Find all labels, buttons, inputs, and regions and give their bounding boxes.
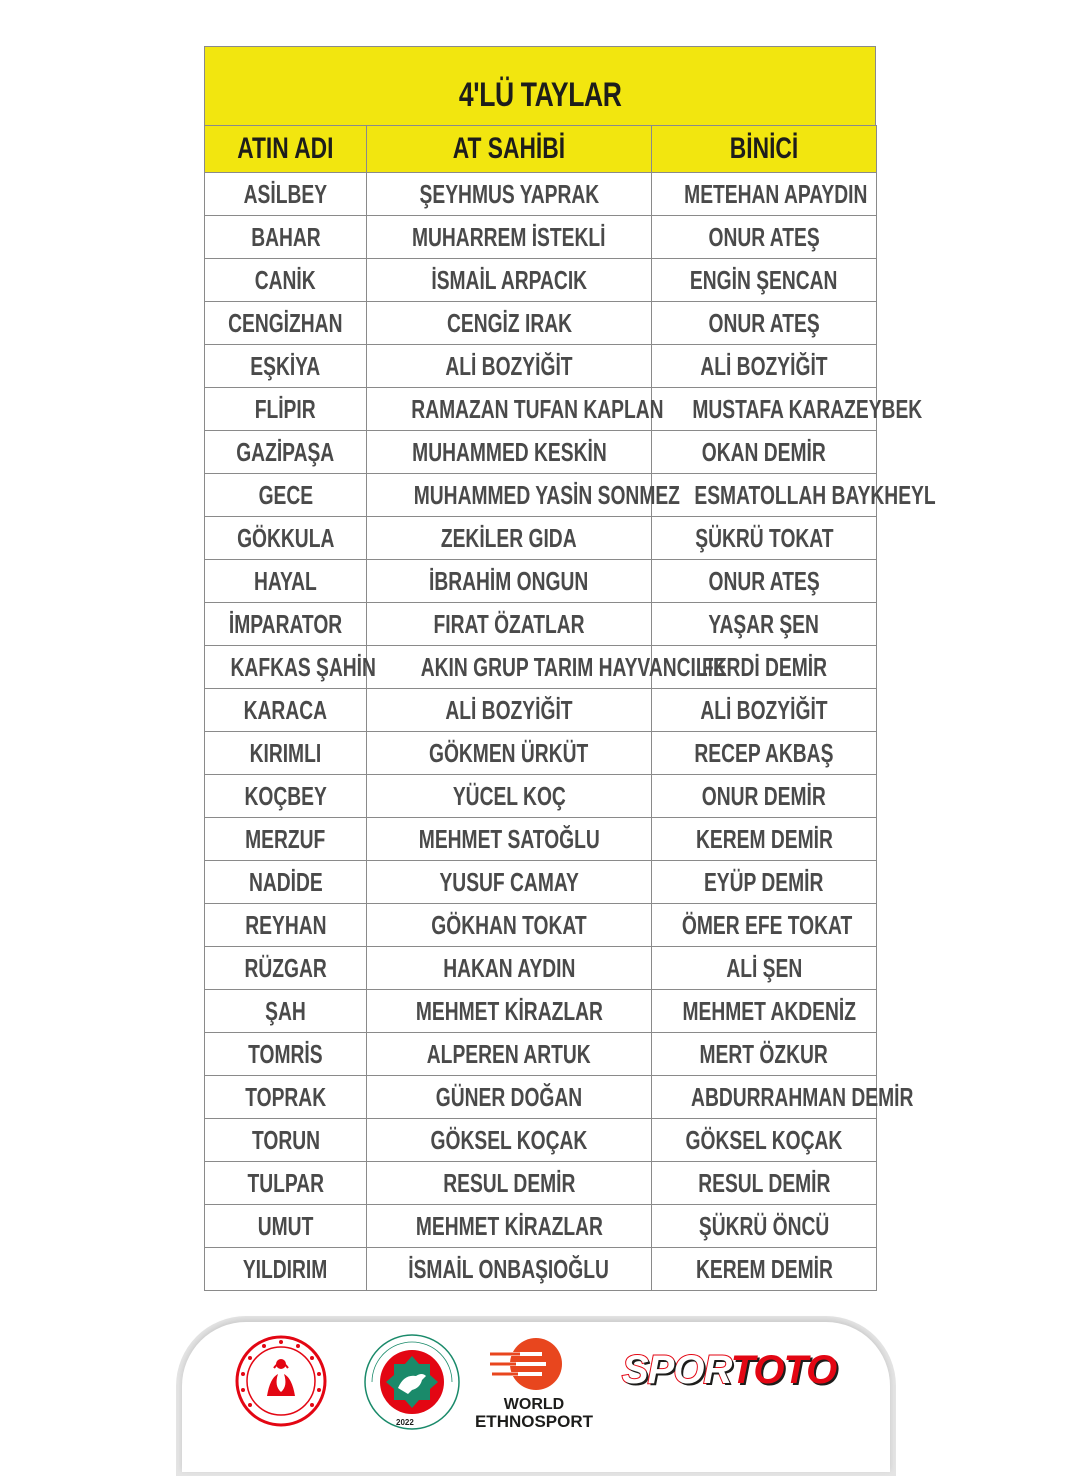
table-row — [205, 1119, 877, 1162]
table-row — [205, 216, 877, 259]
horse-name-cell: CENGİZHAN — [205, 302, 367, 345]
table-row — [205, 990, 877, 1033]
table-row — [205, 818, 877, 861]
horse-name-cell: HAYAL — [205, 560, 367, 603]
rider-cell: ALİ ŞEN — [652, 947, 877, 990]
table-row — [205, 345, 877, 388]
rider-cell: ONUR ATEŞ — [652, 560, 877, 603]
horse-name-cell: GÖKKULA — [205, 517, 367, 560]
owner-cell: ALPEREN ARTUK — [367, 1033, 652, 1076]
table-row — [205, 1248, 877, 1291]
table-row — [205, 689, 877, 732]
table-row — [205, 947, 877, 990]
owner-cell: GÜNER DOĞAN — [367, 1076, 652, 1119]
owner-cell: HAKAN AYDIN — [367, 947, 652, 990]
horse-name-cell: TORUN — [205, 1119, 367, 1162]
rider-cell: ESMATOLLAH BAYKHEYL — [652, 474, 877, 517]
table-row — [205, 646, 877, 689]
world-ethnosport-line2: ETHNOSPORT — [474, 1412, 594, 1431]
rider-cell: OKAN DEMİR — [652, 431, 877, 474]
rider-cell: ALİ BOZYİĞİT — [652, 345, 877, 388]
rider-cell: RESUL DEMİR — [652, 1162, 877, 1205]
rider-cell: METEHAN APAYDIN — [652, 173, 877, 216]
table-row — [205, 1033, 877, 1076]
world-ethnosport-line1: WORLD — [503, 1396, 565, 1413]
rider-cell: MUSTAFA KARAZEYBEK — [652, 388, 877, 431]
table-row — [205, 1076, 877, 1119]
rider-cell: ONUR ATEŞ — [652, 302, 877, 345]
horse-name-cell: REYHAN — [205, 904, 367, 947]
horse-name-cell: ASİLBEY — [205, 173, 367, 216]
owner-cell: MEHMET KİRAZLAR — [367, 1205, 652, 1248]
world-ethnosport-wordmark — [468, 1396, 600, 1430]
owner-cell: ZEKİLER GIDA — [367, 517, 652, 560]
rider-cell: YAŞAR ŞEN — [652, 603, 877, 646]
table-row — [205, 861, 877, 904]
horse-name-cell: KAFKAS ŞAHİN — [205, 646, 367, 689]
rider-cell: RECEP AKBAŞ — [652, 732, 877, 775]
owner-cell: MUHAMMED KESKİN — [367, 431, 652, 474]
horse-name-cell: İMPARATOR — [205, 603, 367, 646]
table-row — [205, 1205, 877, 1248]
horse-name-cell: TOPRAK — [205, 1076, 367, 1119]
horse-name-cell: EŞKİYA — [205, 345, 367, 388]
owner-cell: ŞEYHMUS YAPRAK — [367, 173, 652, 216]
rider-cell: KEREM DEMİR — [652, 818, 877, 861]
owner-cell: İSMAİL ONBAŞIOĞLU — [367, 1248, 652, 1291]
ministry-youth-sports-emblem-icon — [234, 1334, 328, 1428]
table-row — [205, 259, 877, 302]
horse-name-cell: UMUT — [205, 1205, 367, 1248]
column-header-horse-name: ATIN ADI — [205, 126, 367, 173]
owner-cell: GÖKHAN TOKAT — [367, 904, 652, 947]
rider-cell: ONUR ATEŞ — [652, 216, 877, 259]
horse-name-cell: KIRIMLI — [205, 732, 367, 775]
table-row — [205, 603, 877, 646]
sportoto-logo — [622, 1346, 836, 1394]
horse-name-cell: TOMRİS — [205, 1033, 367, 1076]
owner-cell: CENGİZ IRAK — [367, 302, 652, 345]
sportoto-part1: SPOR — [622, 1348, 731, 1392]
horse-name-cell: ŞAH — [205, 990, 367, 1033]
rider-cell: MEHMET AKDENİZ — [652, 990, 877, 1033]
rider-cell: KEREM DEMİR — [652, 1248, 877, 1291]
rider-cell: ABDURRAHMAN DEMİR — [652, 1076, 877, 1119]
owner-cell: MEHMET KİRAZLAR — [367, 990, 652, 1033]
owner-cell: RAMAZAN TUFAN KAPLAN — [367, 388, 652, 431]
table-row — [205, 517, 877, 560]
table-row — [205, 904, 877, 947]
rider-cell: GÖKSEL KOÇAK — [652, 1119, 877, 1162]
table-row — [205, 560, 877, 603]
table-row — [205, 388, 877, 431]
owner-cell: FIRAT ÖZATLAR — [367, 603, 652, 646]
owner-cell: YUSUF CAMAY — [367, 861, 652, 904]
owner-cell: YÜCEL KOÇ — [367, 775, 652, 818]
owner-cell: MUHARREM İSTEKLİ — [367, 216, 652, 259]
owner-cell: MEHMET SATOĞLU — [367, 818, 652, 861]
table-title: 4'LÜ TAYLAR — [458, 76, 622, 114]
table-row — [205, 431, 877, 474]
horse-name-cell: TULPAR — [205, 1162, 367, 1205]
table-row — [205, 732, 877, 775]
table-row — [205, 1162, 877, 1205]
owner-cell: MUHAMMED YASİN SONMEZ — [367, 474, 652, 517]
rider-cell: ÖMER EFE TOKAT — [652, 904, 877, 947]
owner-cell: AKIN GRUP TARIM HAYVANCILIK — [367, 646, 652, 689]
sponsor-footer — [182, 1322, 890, 1472]
horse-name-cell: NADİDE — [205, 861, 367, 904]
horse-name-cell: KOÇBEY — [205, 775, 367, 818]
table-row — [205, 173, 877, 216]
horse-list-table-container — [204, 46, 936, 1291]
rider-cell: ALİ BOZYİĞİT — [652, 689, 877, 732]
rider-cell: ŞÜKRÜ ÖNCÜ — [652, 1205, 877, 1248]
column-header-owner: AT SAHİBİ — [367, 126, 652, 173]
world-ethnosport-icon — [490, 1336, 570, 1396]
owner-cell: İSMAİL ARPACIK — [367, 259, 652, 302]
owner-cell: ALİ BOZYİĞİT — [367, 345, 652, 388]
horse-name-cell: YILDIRIM — [205, 1248, 367, 1291]
rider-cell: EYÜP DEMİR — [652, 861, 877, 904]
column-header-rider: BİNİCİ — [652, 126, 877, 173]
owner-cell: GÖKMEN ÜRKÜT — [367, 732, 652, 775]
horse-name-cell: GAZİPAŞA — [205, 431, 367, 474]
table-row — [205, 302, 877, 345]
horse-name-cell: MERZUF — [205, 818, 367, 861]
rider-cell: ŞÜKRÜ TOKAT — [652, 517, 877, 560]
sportoto-part2: TOTO — [730, 1348, 837, 1392]
horse-name-cell: FLİPIR — [205, 388, 367, 431]
rider-cell: FERDİ DEMİR — [652, 646, 877, 689]
horse-name-cell: GECE — [205, 474, 367, 517]
table-row — [205, 474, 877, 517]
federation-emblem-icon — [362, 1332, 462, 1432]
horse-name-cell: BAHAR — [205, 216, 367, 259]
owner-cell: RESUL DEMİR — [367, 1162, 652, 1205]
table-row — [205, 775, 877, 818]
table-header-row — [205, 126, 877, 173]
horse-list-table — [204, 125, 936, 1291]
horse-name-cell: RÜZGAR — [205, 947, 367, 990]
horse-name-cell: KARACA — [205, 689, 367, 732]
owner-cell: İBRAHİM ONGUN — [367, 560, 652, 603]
rider-cell: MERT ÖZKUR — [652, 1033, 877, 1076]
rider-cell: ENGİN ŞENCAN — [652, 259, 877, 302]
owner-cell: ALİ BOZYİĞİT — [367, 689, 652, 732]
horse-name-cell: CANİK — [205, 259, 367, 302]
rider-cell: ONUR DEMİR — [652, 775, 877, 818]
federation-year: 2022 — [396, 1418, 414, 1427]
table-body — [205, 173, 936, 1291]
owner-cell: GÖKSEL KOÇAK — [367, 1119, 652, 1162]
table-title-bar — [204, 46, 876, 125]
